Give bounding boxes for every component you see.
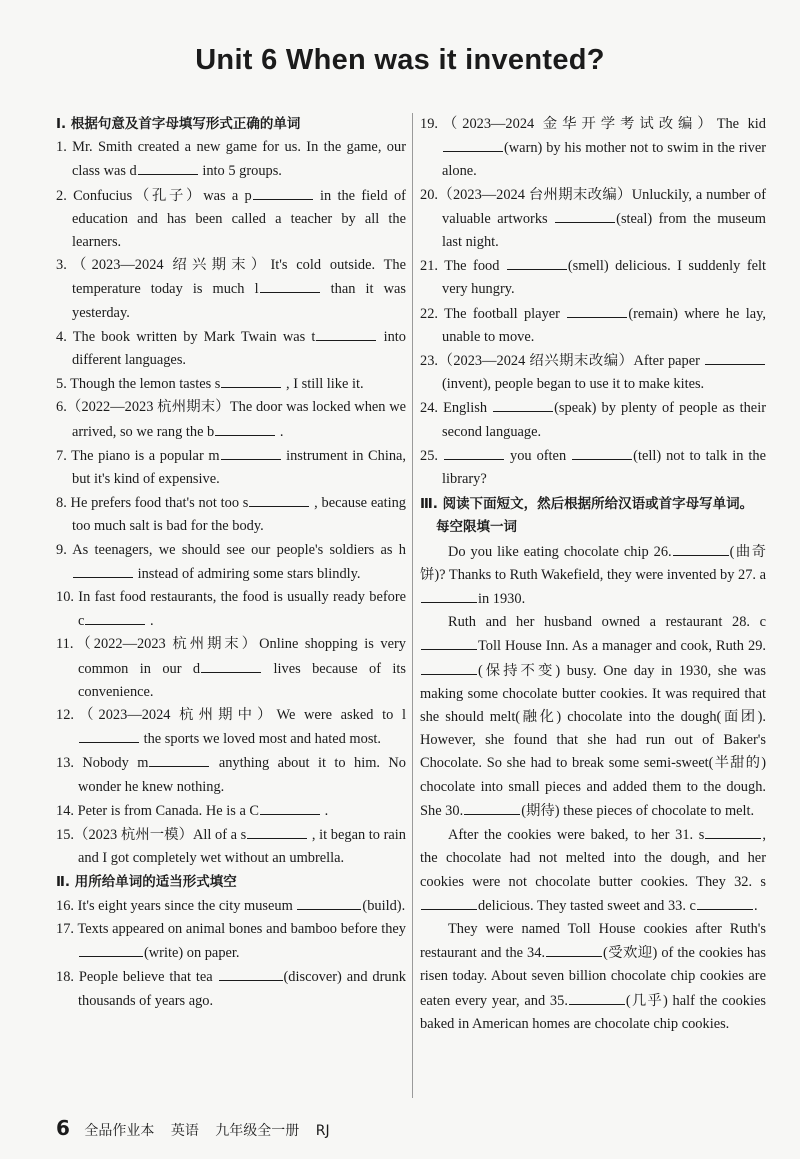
question-item xyxy=(56,396,406,443)
answer-blank[interactable] xyxy=(443,136,503,152)
answer-blank[interactable] xyxy=(572,444,632,460)
edition-code: RJ xyxy=(315,1123,330,1139)
text: 15.（2023 杭州一模）All of a s xyxy=(56,827,247,844)
answer-blank[interactable] xyxy=(79,941,143,957)
answer-blank[interactable] xyxy=(221,372,281,388)
answer-blank[interactable] xyxy=(149,751,209,767)
text: 12.（2023—2024 杭州期中）We were asked to l xyxy=(56,707,406,724)
grade-name: 九年级全一册 xyxy=(215,1123,300,1139)
passage-paragraph xyxy=(420,611,766,823)
text: in the field of education and has been called a teacher by all the learners. xyxy=(72,187,406,251)
question-item xyxy=(56,325,406,372)
text: 17. Texts appeared on animal bones and bamboo before they xyxy=(56,920,406,937)
text: you often xyxy=(510,447,567,464)
question-item xyxy=(56,633,406,704)
question-item xyxy=(56,444,406,491)
question-item xyxy=(420,349,766,396)
answer-blank[interactable] xyxy=(260,799,320,815)
text: . xyxy=(753,897,758,914)
book-name: 全品作业本 xyxy=(84,1123,155,1139)
page-title: Unit 6 When was it invented? xyxy=(195,44,605,76)
text: , the chocolate had not melted into the dough, and her cookies were not chocolate butter cookies. They 32. s xyxy=(420,827,766,890)
text: 1. Mr. Smith created a new game for us. In the game, our class was d xyxy=(56,139,406,180)
question-item xyxy=(56,539,406,586)
question-item xyxy=(56,372,406,396)
text: (steal) from the museum last night. xyxy=(442,210,766,251)
left-column xyxy=(56,113,406,1013)
text: (warn) by his mother not to swim in the river alone. xyxy=(442,140,766,180)
text: 14. Peter is from Canada. He is a C xyxy=(56,802,260,819)
text: . xyxy=(324,802,329,819)
text: (smell) delicious. I suddenly felt very hungry. xyxy=(442,258,766,298)
text: (tell) not to talk in the library? xyxy=(442,447,766,488)
text: 24. English xyxy=(420,400,488,417)
question-item xyxy=(420,396,766,443)
answer-blank[interactable] xyxy=(546,941,602,957)
text: (speak) by plenty of people as their second language. xyxy=(442,400,766,440)
question-item xyxy=(420,444,766,491)
question-item xyxy=(56,751,406,798)
text: (曲奇饼)? Thanks to Ruth Wakefield, they were invented by 27. a xyxy=(420,543,766,583)
column-divider xyxy=(412,113,413,1098)
text: 4. The book written by Mark Twain was t xyxy=(56,328,316,345)
text: They were named Toll House cookies after Ruth's restaurant and the 34. xyxy=(420,920,766,962)
answer-blank[interactable] xyxy=(247,823,307,839)
answer-blank[interactable] xyxy=(567,302,627,318)
question-item xyxy=(56,704,406,751)
text: 23.（2023—2024 绍兴期末改编）After paper xyxy=(420,353,700,370)
answer-blank[interactable] xyxy=(221,444,281,460)
answer-blank[interactable] xyxy=(249,491,309,507)
text: than it was yesterday. xyxy=(72,281,406,321)
text: into different languages. xyxy=(72,328,406,369)
text: (build). xyxy=(362,897,406,914)
text: (保持不变) busy. One day in 1930, she was making some chocolate butter cookies. It was required that she should melt(融化) chocolate into the dough(面团). However, she found that she had run out of Baker's Chocolate. So she had to break some semi-sweet(半甜的) chocolate into small pieces and added them to the dough. She 30. xyxy=(420,662,766,819)
answer-blank[interactable] xyxy=(421,634,477,650)
answer-blank[interactable] xyxy=(493,396,553,412)
passage-paragraph xyxy=(420,823,766,918)
question-item xyxy=(56,184,406,255)
answer-blank[interactable] xyxy=(555,207,615,223)
answer-blank[interactable] xyxy=(138,159,198,175)
text: , because eating too much salt is bad for the body. xyxy=(72,495,406,535)
text: 21. The food xyxy=(420,258,500,275)
question-item xyxy=(56,799,406,823)
text: (remain) where he lay, unable to move. xyxy=(442,305,766,345)
text: 7. The piano is a popular m xyxy=(56,447,220,464)
text: the sports we loved most and hated most. xyxy=(143,731,382,748)
text: (受欢迎) of the cookies has risen today. About seven billion chocolate chip cookies are eaten every year, and 35. xyxy=(420,945,767,1009)
text: delicious. They tasted sweet and 33. c xyxy=(478,897,696,914)
answer-blank[interactable] xyxy=(253,184,313,200)
question-item xyxy=(56,823,406,870)
answer-blank[interactable] xyxy=(444,444,504,460)
answer-blank[interactable] xyxy=(705,823,761,839)
answer-blank[interactable] xyxy=(705,349,765,365)
answer-blank[interactable] xyxy=(421,587,477,603)
question-item xyxy=(56,965,406,1012)
text: 16. It's eight years since the city museum xyxy=(56,897,293,914)
answer-blank[interactable] xyxy=(421,659,477,675)
text: into 5 groups. xyxy=(202,163,282,180)
question-item xyxy=(56,491,406,538)
text: 9. As teenagers, we should see our people's soldiers as h xyxy=(56,541,406,558)
answer-blank[interactable] xyxy=(507,254,567,270)
text: 22. The football player xyxy=(420,305,560,322)
text: instead of admiring some stars blindly. xyxy=(137,565,361,582)
text: (invent), people began to use it to make kites. xyxy=(442,376,705,393)
answer-blank[interactable] xyxy=(464,799,520,815)
section-3-heading: Ⅲ. 阅读下面短文，然后根据所给汉语或首字母写单词。每空限填一词 xyxy=(420,496,754,536)
subject-name: 英语 xyxy=(170,1123,199,1139)
answer-blank[interactable] xyxy=(260,277,320,293)
text: Do you like eating chocolate chip 26. xyxy=(448,543,672,560)
question-item xyxy=(56,254,406,325)
text: in 1930. xyxy=(478,591,526,608)
question-item xyxy=(420,302,766,349)
section-2-items-right xyxy=(420,113,766,491)
text: 3.（2023—2024 绍兴期末）It's cold outside. The temperature today is much l xyxy=(56,257,406,298)
text: (write) on paper. xyxy=(144,945,240,962)
text: instrument in China, but it's kind of expensive. xyxy=(72,447,406,488)
question-item xyxy=(420,254,766,301)
text: 18. People believe that tea xyxy=(56,969,213,986)
answer-blank[interactable] xyxy=(697,894,753,910)
text: After the cookies were baked, to her 31. s xyxy=(448,827,705,844)
text: 13. Nobody m xyxy=(56,755,149,772)
question-item xyxy=(56,586,406,633)
page-footer xyxy=(56,1116,342,1140)
answer-blank[interactable] xyxy=(421,894,477,910)
text: , I still like it. xyxy=(286,376,364,393)
text: Toll House Inn. As a manager and cook, Ruth 29. xyxy=(478,638,766,655)
question-item xyxy=(420,184,766,255)
answer-blank[interactable] xyxy=(201,657,261,673)
answer-blank[interactable] xyxy=(297,894,361,910)
answer-blank[interactable] xyxy=(79,727,139,743)
text: 11.（2022—2023 杭州期末）Online shopping is very common in our d xyxy=(56,636,406,677)
right-column xyxy=(420,113,766,1036)
passage-paragraph xyxy=(420,540,766,612)
answer-blank[interactable] xyxy=(219,965,283,981)
question-item xyxy=(56,136,406,183)
text: 25. xyxy=(420,447,438,464)
text: . xyxy=(279,423,284,440)
answer-blank[interactable] xyxy=(673,540,729,556)
text: 6.（2022—2023 杭州期末）The door was locked when we arrived, so we rang the b xyxy=(56,399,406,440)
text: (期待) these pieces of chocolate to melt. xyxy=(521,802,755,819)
text: Ruth and her husband owned a restaurant 28. c xyxy=(448,614,766,631)
answer-blank[interactable] xyxy=(569,989,625,1005)
section-2-items-left xyxy=(56,894,406,1013)
answer-blank[interactable] xyxy=(215,420,275,436)
text: (discover) and drunk thousands of years ago. xyxy=(78,969,406,1009)
section-1-items xyxy=(56,136,406,870)
answer-blank[interactable] xyxy=(316,325,376,341)
page-number: 6 xyxy=(56,1116,70,1140)
text: 5. Though the lemon tastes s xyxy=(56,376,221,393)
section-1-heading: Ⅰ. 根据句意及首字母填写形式正确的单词 xyxy=(56,116,301,132)
question-item xyxy=(56,918,406,965)
section-3-passage xyxy=(420,540,766,1036)
text: 20.（2023—2024 台州期末改编）Unluckily, a number of valuable artworks xyxy=(420,186,766,227)
text: , it began to rain and I got completely wet without an umbrella. xyxy=(78,827,406,867)
section-2-heading: Ⅱ. 用所给单词的适当形式填空 xyxy=(56,873,237,890)
answer-blank[interactable] xyxy=(85,609,145,625)
text: 19.（2023—2024 金华开学考试改编）The kid xyxy=(420,116,766,132)
text: 2. Confucius（孔子）was a p xyxy=(56,187,252,204)
text: (几乎) half the cookies baked in American homes are chocolate chip cookies. xyxy=(420,992,766,1032)
answer-blank[interactable] xyxy=(73,562,133,578)
question-item xyxy=(56,894,406,918)
passage-paragraph xyxy=(420,918,766,1036)
text: 10. In fast food restaurants, the food is usually ready before c xyxy=(56,589,406,630)
text: . xyxy=(150,613,154,630)
text: 8. He prefers food that's not too s xyxy=(56,495,249,512)
text: anything about it to him. No wonder he knew nothing. xyxy=(78,755,406,795)
question-item xyxy=(420,113,766,184)
text: lives because of its convenience. xyxy=(78,660,406,700)
